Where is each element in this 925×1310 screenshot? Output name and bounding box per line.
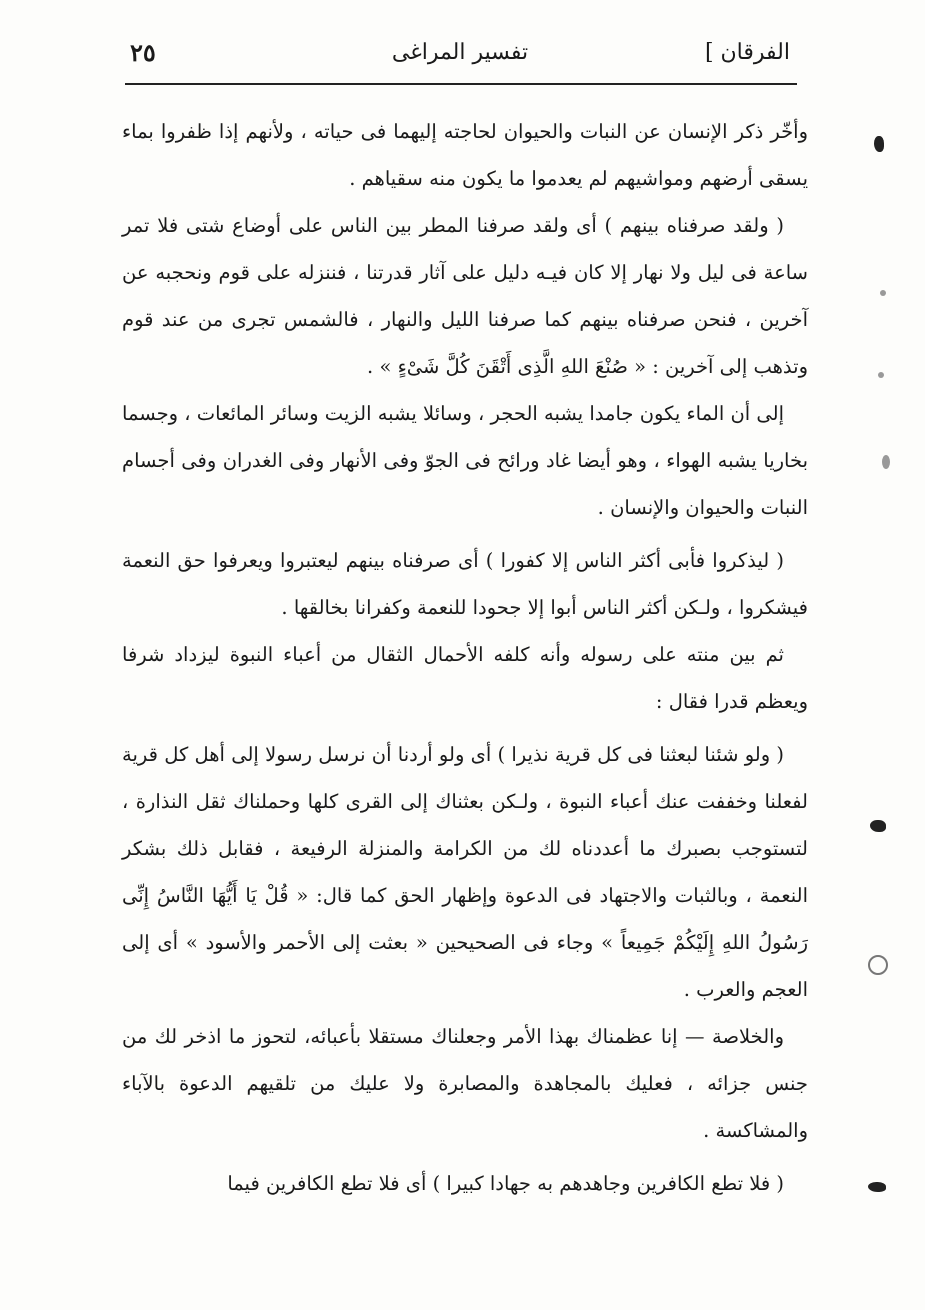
paragraph: ( ولقد صرفناه بينهم ) أى ولقد صرفنا المطر بين الناس على أوضاع شتى فلا تمر ساعة فى ليل ولا نهار إلا كان فيـه دليل على آثار قدرتنا ، فننزله على قوم ونحجبه عن آخرين ، فنحن صرفناه بينهم كما صرفنا الليل والنهار ، فالشمس تجرى من عند قوم وتذهب إلى آخرين : « صُنْعَ اللهِ الَّذِى أَتْقَنَ كُلَّ شَىْءٍ » . bbox=[122, 214, 808, 378]
header-rule bbox=[125, 83, 797, 85]
paragraph: ( فلا تطع الكافرين وجاهدهم به جهادا كبيرا ) أى فلا تطع الكافرين فيما bbox=[227, 1172, 784, 1195]
scan-mark bbox=[868, 1182, 886, 1192]
body-text bbox=[122, 108, 808, 1207]
scan-mark bbox=[880, 290, 886, 296]
surah-name: الفرقان ] bbox=[704, 40, 790, 65]
scan-mark bbox=[874, 136, 884, 152]
paragraph: ( ليذكروا فأبى أكثر الناس إلا كفورا ) أى صرفناه بينهم ليعتبروا ويعرفوا حق النعمة فيشكروا ، ولـكن أكثر الناس أبوا إلا جحودا للنعمة وكفرانا بخالقها . bbox=[122, 549, 808, 619]
paragraph: ثم بين منته على رسوله وأنه كلفه الأحمال الثقال من أعباء النبوة ليزداد شرفا ويعظم قدرا فقال : bbox=[122, 643, 808, 713]
page-number: ٢٥ bbox=[130, 38, 156, 67]
scan-mark bbox=[870, 820, 886, 832]
page-header bbox=[130, 28, 790, 84]
scan-mark bbox=[882, 455, 890, 469]
paragraph: والخلاصة — إنا عظمناك بهذا الأمر وجعلناك مستقلا بأعبائه، لتحوز ما اذخر لك من جنس جزائه ، فعليك بالمجاهدة والمصابرة ولا عليك من تلقيهم الدعوة بالآباء والمشاكسة . bbox=[122, 1025, 808, 1142]
paragraph: وأخّر ذكر الإنسان عن النبات والحيوان لحاجته إليهما فى حياته ، ولأنهم إذا ظفروا بماء يسقى أرضهم ومواشيهم لم يعدموا ما يكون منه سقياهم . bbox=[122, 120, 808, 190]
scan-mark bbox=[878, 372, 884, 378]
book-title: تفسير المراغى bbox=[391, 40, 529, 65]
paragraph: ( ولو شئنا لبعثنا فى كل قرية نذيرا ) أى ولو أردنا أن نرسل رسولا إلى أهل كل قرية لفعلنا وخففت عنك أعباء النبوة ، ولـكن بعثناك إلى القرى كلها وحملناك ثقل النذارة ، لتستوجب بصبرك ما أعددناه لك من الكرامة والمنزلة الرفيعة ، فقابل ذلك بشكر النعمة ، وبالثبات والاجتهاد فى الدعوة وإظهار الحق كما قال: « قُلْ يَا أَيُّهَا النَّاسُ إِنِّى رَسُولُ اللهِ إِلَيْكُمْ جَمِيعاً » وجاء فى الصحيحين « بعثت إلى الأحمر والأسود » أى إلى العجم والعرب . bbox=[122, 743, 808, 1001]
scan-mark bbox=[868, 955, 888, 975]
paragraph: إلى أن الماء يكون جامدا يشبه الحجر ، وسائلا يشبه الزيت وسائر المائعات ، وجسما بخاريا يشبه الهواء ، وهو أيضا غاد ورائح فى الجوّ وفى الأنهار وفى الغدران وفى أجسام النبات والحيوان والإنسان . bbox=[122, 402, 808, 519]
